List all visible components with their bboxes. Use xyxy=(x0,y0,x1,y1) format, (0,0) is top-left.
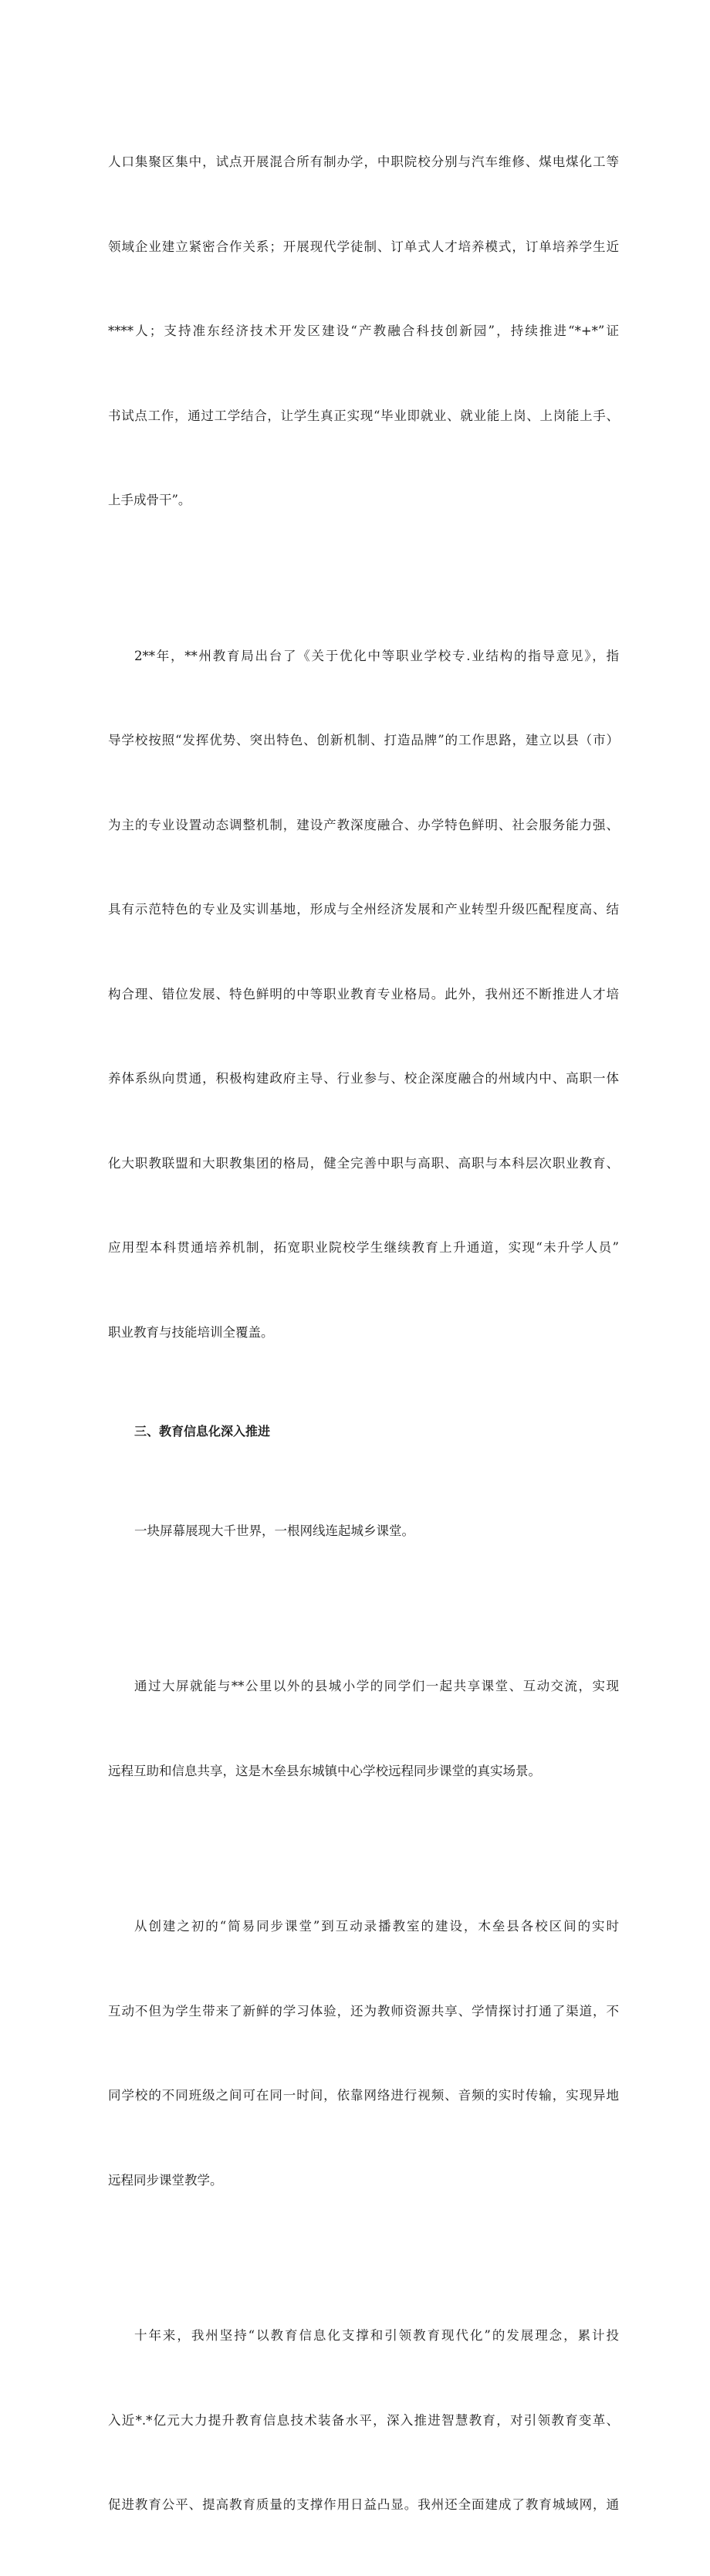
text-line: 从创建之初的“简易同步课堂”到互动录播教室的建设，木垒县各校区间的实时 xyxy=(134,1919,619,1934)
paragraph-6 xyxy=(108,2266,619,2576)
text-line: 远程互助和信息共享，这是木垒县东城镇中心学校远程同步课堂的真实场景。 xyxy=(108,1763,541,1778)
text-line: 应用型本科贯通培养机制，拓宽职业院校学生继续教育上升通道，实现“未升学人员” xyxy=(108,1240,619,1255)
text-line: 同学校的不同班级之间可在同一时间，依靠网络进行视频、音频的实时传输，实现异地 xyxy=(108,2088,619,2103)
paragraph-3 xyxy=(108,1461,619,1602)
paragraph-gap xyxy=(108,1602,619,1616)
text-line: 一块屏幕展现大千世界，一根网线连起城乡课堂。 xyxy=(134,1523,414,1538)
text-line: 为主的专业设置动态调整机制，建设产教深度融合、办学特色鲜明、社会服务能力强、 xyxy=(108,817,619,832)
text-line: 远程同步课堂教学。 xyxy=(108,2172,223,2188)
paragraph-gap xyxy=(108,1446,619,1461)
document-body xyxy=(108,92,619,2576)
paragraph-gap xyxy=(108,1842,619,1856)
section-heading: 三、教育信息化深入推进 xyxy=(134,1424,271,1439)
text-line: 职业教育与技能培训全覆盖。 xyxy=(108,1324,274,1340)
text-line: 书试点工作，通过工学结合，让学生真正实现“毕业即就业、就业能上岗、上岗能上手、 xyxy=(108,408,619,423)
text-line: ****人；支持准东经济技术开发区建设“产教融合科技创新园”，持续推进“*+*”证 xyxy=(108,324,619,338)
paragraph-1 xyxy=(108,92,619,571)
text-line: 入近*.*亿元大力提升教育信息技术装备水平，深入推进智慧教育，对引领教育变革、 xyxy=(108,2412,619,2428)
paragraph-gap xyxy=(108,2251,619,2266)
paragraph-5 xyxy=(108,1856,619,2251)
paragraph-2 xyxy=(108,586,619,1404)
text-line: 化大职教联盟和大职教集团的格局，健全完善中职与高职、高职与本科层次职业教育、 xyxy=(108,1155,619,1171)
text-line: 2**年，**州教育局出台了《关于优化中等职业学校专.业结构的指导意见》，指 xyxy=(134,648,619,663)
text-line: 上手成骨干”。 xyxy=(108,493,191,507)
text-line: 促进教育公平、提高教育质量的支撑作用日益凸显。我州还全面建成了教育城域网，通 xyxy=(108,2497,619,2512)
text-line: 通过大屏就能与**公里以外的县城小学的同学们一起共享课堂、互动交流，实现 xyxy=(134,1679,619,1693)
text-line: 导学校按照“发挥优势、突出特色、创新机制、打造品牌”的工作思路，建立以县（市） xyxy=(108,733,619,747)
paragraph-4 xyxy=(108,1616,619,1842)
text-line: 领域企业建立紧密合作关系；开展现代学徒制、订单式人才培养模式，订单培养学生近 xyxy=(108,239,619,254)
text-line: 养体系纵向贯通，积极构建政府主导、行业参与、校企深度融合的州域内中、高职一体 xyxy=(108,1071,619,1086)
text-line: 人口集聚区集中，试点开展混合所有制办学，中职院校分别与汽车维修、煤电煤化工等 xyxy=(108,154,619,169)
text-line: 十年来，我州坚持“以教育信息化支撑和引领教育现代化”的发展理念，累计投 xyxy=(134,2328,619,2343)
text-line: 构合理、错位发展、特色鲜明的中等职业教育专业格局。此外，我州还不断推进人才培 xyxy=(108,986,619,1002)
paragraph-gap xyxy=(108,571,619,586)
text-line: 互动不但为学生带来了新鲜的学习体验，还为教师资源共享、学情探讨打通了渠道，不 xyxy=(108,2003,619,2018)
text-line: 具有示范特色的专业及实训基地，形成与全州经济发展和产业转型升级匹配程度高、结 xyxy=(108,902,619,917)
paragraph-gap xyxy=(108,1403,619,1418)
